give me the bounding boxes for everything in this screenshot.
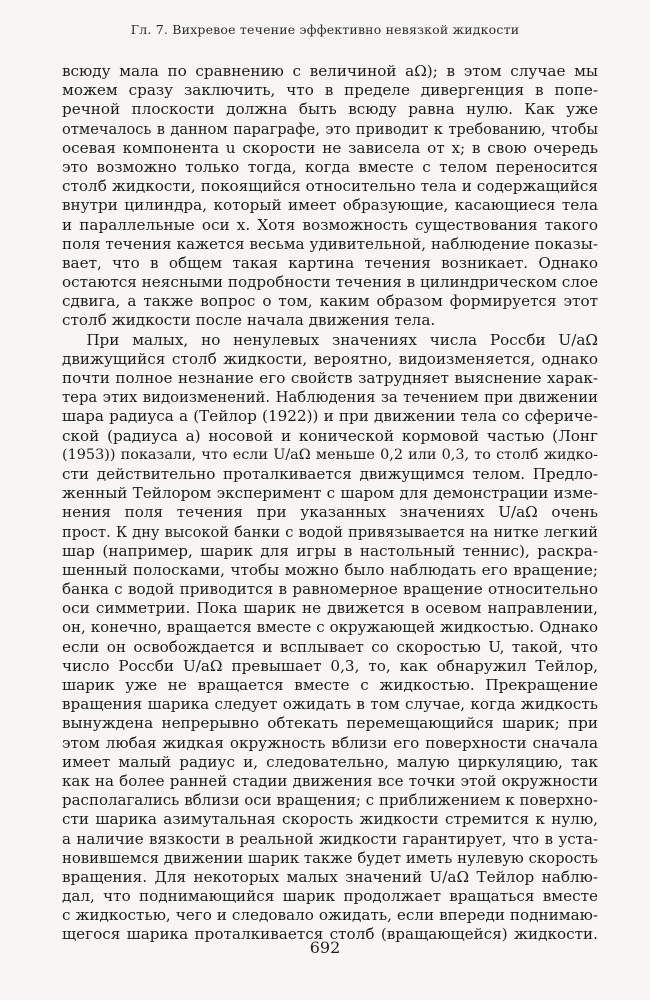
text-line: щегося шарика проталкивается столб (вращающейся) жидкости.: [62, 925, 598, 944]
paragraph: [62, 62, 598, 331]
text-line: нения поля течения при указанных значениях U/aΩ очень: [62, 503, 598, 522]
text-line: прост. К дну высокой банки с водой привязывается на нитке легкий: [62, 523, 598, 541]
text-line: как на более ранней стадии движения все точки этой окружности: [62, 771, 598, 790]
text-line: сти шарика азимутальная скорость жидкости стремится к нулю,: [62, 810, 598, 829]
text-line: банка с водой приводится в равномерное вращение относительно: [62, 580, 598, 599]
text-line: поля течения кажется весьма удивительной, наблюдение показы-: [62, 234, 598, 253]
text-line: шар (например, шарик для игры в настольный теннис), раскра-: [62, 541, 598, 560]
text-line: шара радиуса a (Тейлор (1922)) и при движении тела со сфериче-: [62, 407, 598, 426]
text-line: При малых, но ненулевых значениях числа Россби U/aΩ: [86, 330, 598, 349]
text-line: движущийся столб жидкости, вероятно, видоизменяется, однако: [62, 349, 598, 368]
text-line: с жидкостью, чего и следовало ожидать, если впереди поднимаю-: [62, 906, 598, 925]
text-line: отмечалось в данном параграфе, это приводит к требованию, чтобы: [62, 120, 598, 138]
page-number: 692: [309, 938, 341, 957]
text-line: ской (радиуса a) носовой и конической кормовой частью (Лонг: [62, 426, 598, 445]
text-line: вращения шарика следует ожидать в том случае, когда жидкость: [62, 695, 598, 714]
text-line: имеет малый радиус и, следовательно, малую циркуляцию, так: [62, 752, 598, 771]
text-line: и параллельные оси x. Хотя возможность существования такого: [62, 215, 598, 234]
text-line: речной плоскости должна быть всюду равна нулю. Как уже: [62, 100, 598, 119]
paragraph: [62, 331, 598, 945]
text-line: оси симметрии. Пока шарик не движется в осевом направлении,: [62, 599, 598, 618]
text-line: новившемся движении шарик также будет иметь нулевую скорость: [62, 849, 598, 867]
text-line: вращения. Для некоторых малых значений U/aΩ Тейлор наблю-: [62, 867, 598, 886]
text-line: вает, что в общем такая картина течения возникает. Однако: [62, 253, 598, 272]
text-line: сти действительно проталкивается движущимся телом. Предло-: [62, 464, 598, 483]
running-head: Гл. 7. Вихревое течение эффективно невязкой жидкости: [130, 22, 520, 37]
text-line: осевая компонента u скорости не зависела от x; в свою очередь: [62, 138, 598, 157]
text-line: шарик уже не вращается вместе с жидкостью. Прекращение: [62, 676, 598, 694]
text-line: внутри цилиндра, который имеет образующие, касающиеся тела: [62, 196, 598, 215]
text-line: вынуждена непрерывно обтекать перемещающийся шарик; при: [62, 714, 598, 733]
text-line: сдвига, а также вопрос о том, каким образом формируется этот: [62, 292, 598, 311]
text-line: остаются неясными подробности течения в цилиндрическом слое: [62, 273, 598, 292]
text-line: а наличие вязкости в реальной жидкости гарантирует, что в уста-: [62, 829, 598, 848]
text-line: столб жидкости после начала движения тела.: [62, 311, 436, 330]
text-line: число Россби U/aΩ превышает 0,3, то, как обнаружил Тейлор,: [62, 656, 598, 675]
text-line: этом любая жидкая окружность вблизи его поверхности сначала: [62, 733, 598, 752]
text-line: если он освобождается и всплывает со скоростью U, такой, что: [62, 637, 598, 656]
text-line: (1953)) показали, что если U/aΩ меньше 0,2 или 0,3, то столб жидко-: [62, 446, 598, 463]
text-line: можем сразу заключить, что в пределе дивергенция в попе-: [62, 81, 598, 100]
text-line: всюду мала по сравнению с величиной aΩ); в этом случае мы: [62, 62, 598, 80]
text-line: почти полное незнание его свойств затрудняет выяснение харак-: [62, 369, 598, 387]
text-line: дал, что поднимающийся шарик продолжает вращаться вместе: [62, 887, 598, 906]
body-text: [62, 62, 598, 945]
text-line: женный Тейлором эксперимент с шаром для демонстрации изме-: [62, 484, 598, 503]
text-line: тера этих видоизменений. Наблюдения за течением при движении: [62, 389, 598, 407]
text-line: располагались вблизи оси вращения; с приближением к поверхно-: [62, 791, 598, 810]
text-line: столб жидкости, покоящийся относительно тела и содержащийся: [62, 177, 598, 196]
text-line: это возможно только тогда, когда вместе с телом переносится: [62, 157, 598, 176]
text-line: он, конечно, вращается вместе с окружающей жидкостью. Однако: [62, 618, 598, 637]
text-line: шенный полосками, чтобы можно было наблюдать его вращение;: [62, 560, 598, 579]
